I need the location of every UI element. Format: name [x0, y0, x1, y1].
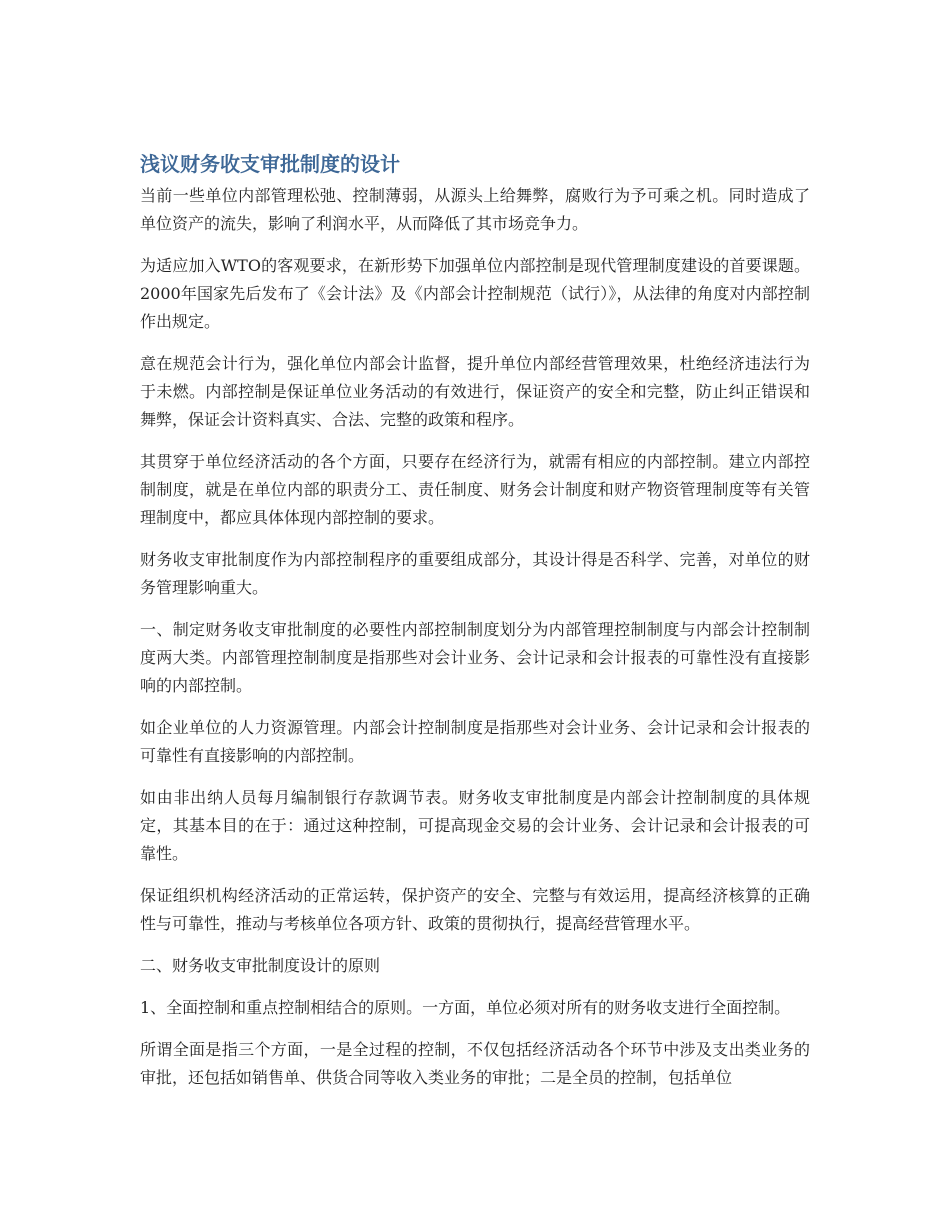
paragraph-6: 一、制定财务收支审批制度的必要性内部控制制度划分为内部管理控制制度与内部会计控制制度两大类。内部管理控制制度是指那些对会计业务、会计记录和会计报表的可靠性没有直接影响的内部控制。 [140, 620, 810, 695]
document-title: 浅议财务收支审批制度的设计 [140, 152, 400, 176]
paragraph-9: 保证组织机构经济活动的正常运转，保护资产的安全、完整与有效运用，提高经济核算的正确性与可靠性，推动与考核单位各项方针、政策的贯彻执行，提高经营管理水平。 [140, 886, 810, 933]
document-page [140, 150, 810, 1106]
paragraph-7: 如企业单位的人力资源管理。内部会计控制制度是指那些对会计业务、会计记录和会计报表的可靠性有直接影响的内部控制。 [140, 718, 810, 765]
paragraph-1: 当前一些单位内部管理松弛、控制薄弱，从源头上给舞弊，腐败行为予可乘之机。同时造成了单位资产的流失，影响了利润水平，从而降低了其市场竞争力。 [140, 186, 810, 233]
paragraph-3: 意在规范会计行为，强化单位内部会计监督，提升单位内部经营管理效果，杜绝经济违法行为于未燃。内部控制是保证单位业务活动的有效进行，保证资产的安全和完整，防止纠正错误和舞弊，保证会计资料真实、合法、完整的政策和程序。 [140, 354, 810, 429]
paragraph-12: 所谓全面是指三个方面，一是全过程的控制，不仅包括经济活动各个环节中涉及支出类业务的审批，还包括如销售单、供货合同等收入类业务的审批；二是全员的控制，包括单位 [140, 1040, 810, 1087]
paragraph-8: 如由非出纳人员每月编制银行存款调节表。财务收支审批制度是内部会计控制制度的具体规定，其基本目的在于：通过这种控制，可提高现金交易的会计业务、会计记录和会计报表的可靠性。 [140, 788, 810, 863]
section-heading-principles: 二、财务收支审批制度设计的原则 [140, 956, 381, 975]
paragraph-2: 为适应加入WTO的客观要求，在新形势下加强单位内部控制是现代管理制度建设的首要课题。2000年国家先后发布了《会计法》及《内部会计控制规范（试行）》，从法律的角度对内部控制作出规定。 [140, 256, 810, 331]
paragraph-5: 财务收支审批制度作为内部控制程序的重要组成部分，其设计得是否科学、完善，对单位的财务管理影响重大。 [140, 550, 810, 597]
paragraph-11: 1、全面控制和重点控制相结合的原则。一方面，单位必须对所有的财务收支进行全面控制。 [140, 998, 791, 1017]
paragraph-4: 其贯穿于单位经济活动的各个方面，只要存在经济行为，就需有相应的内部控制。建立内部控制制度，就是在单位内部的职责分工、责任制度、财务会计制度和财产物资管理制度等有关管理制度中，都应具体体现内部控制的要求。 [140, 452, 810, 527]
